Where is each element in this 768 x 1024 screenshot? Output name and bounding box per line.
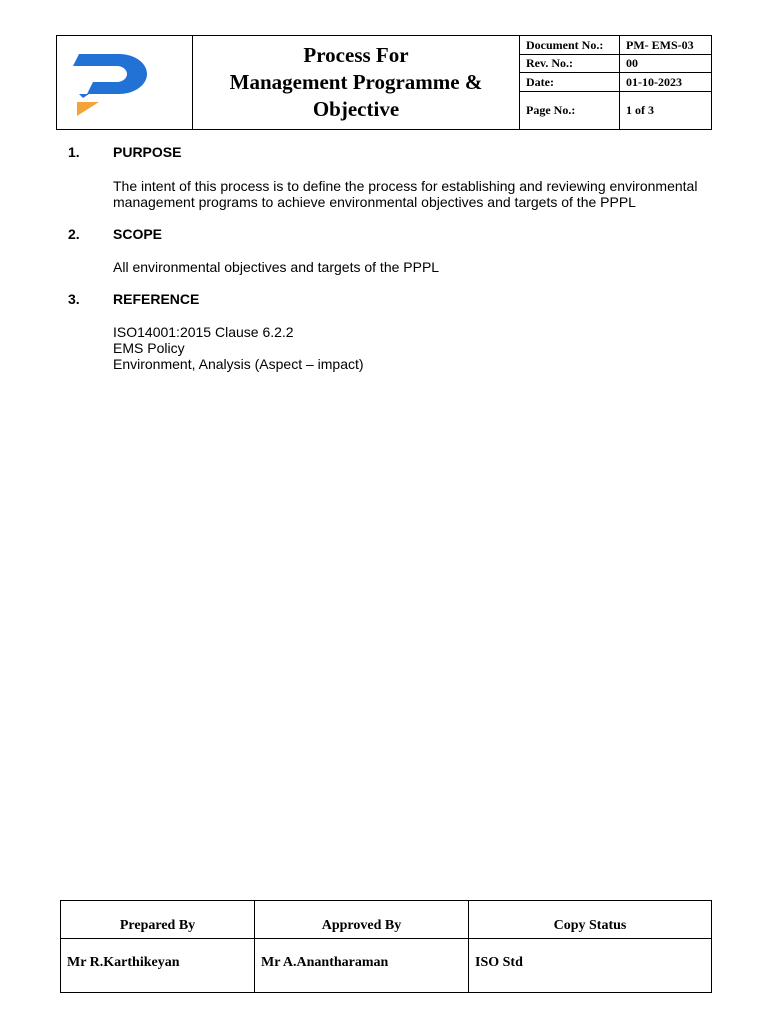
title-line: Process For [303,43,409,67]
reference-list [113,324,713,372]
text-line: ISO14001:2015 Clause 6.2.2 [113,324,294,340]
document-meta-table [520,36,711,129]
meta-value: 00 [626,56,638,70]
prepared-by-column [61,901,255,992]
logo-cell [57,36,193,129]
text-line: EMS Policy [113,340,185,356]
meta-label: Rev. No.: [520,55,620,72]
meta-value: 1 of 3 [626,103,654,117]
copy-status-column [469,901,711,992]
title-line: Objective [312,97,400,121]
document-title [230,42,483,123]
document-header [56,35,712,130]
meta-label: Page No.: [520,92,620,129]
meta-row-document-no [520,36,711,55]
section-heading-scope: SCOPE [113,226,163,242]
meta-row-date [520,73,711,92]
approved-by-column [255,901,469,992]
scope-text [113,259,713,275]
title-line: Management Programme & [229,70,483,94]
meta-label: Date: [520,73,620,91]
text-line: management programs to achieve environmental objectives and targets of the PPPL [113,194,636,210]
meta-value: PM- EMS-03 [626,37,694,52]
text-line: The intent of this process is to define the process for establishing and reviewing environmental [113,178,698,194]
prepared-by-name: Mr R.Karthikeyan [67,955,180,970]
section-number: 2. [68,226,80,242]
section-number: 1. [68,144,80,160]
section-heading-purpose: PURPOSE [113,144,182,160]
title-cell [193,36,520,129]
text-line: Environment, Analysis (Aspect – impact) [113,356,364,372]
section-number: 3. [68,291,80,307]
purpose-text [113,178,713,210]
meta-row-rev-no [520,55,711,73]
copy-status-value: ISO Std [475,955,523,970]
approved-by-name: Mr A.Anantharaman [261,955,389,970]
company-logo [57,36,193,129]
section-heading-reference: REFERENCE [113,291,200,307]
meta-row-page-no [520,92,711,129]
column-header: Prepared By [119,918,196,933]
text-line: All environmental objectives and targets of the PPPL [113,259,440,275]
meta-value: 01-10-2023 [626,74,682,89]
approval-table [60,900,712,993]
meta-label: Document No.: [520,36,620,54]
column-header: Approved By [321,918,402,933]
column-header: Copy Status [553,918,627,933]
